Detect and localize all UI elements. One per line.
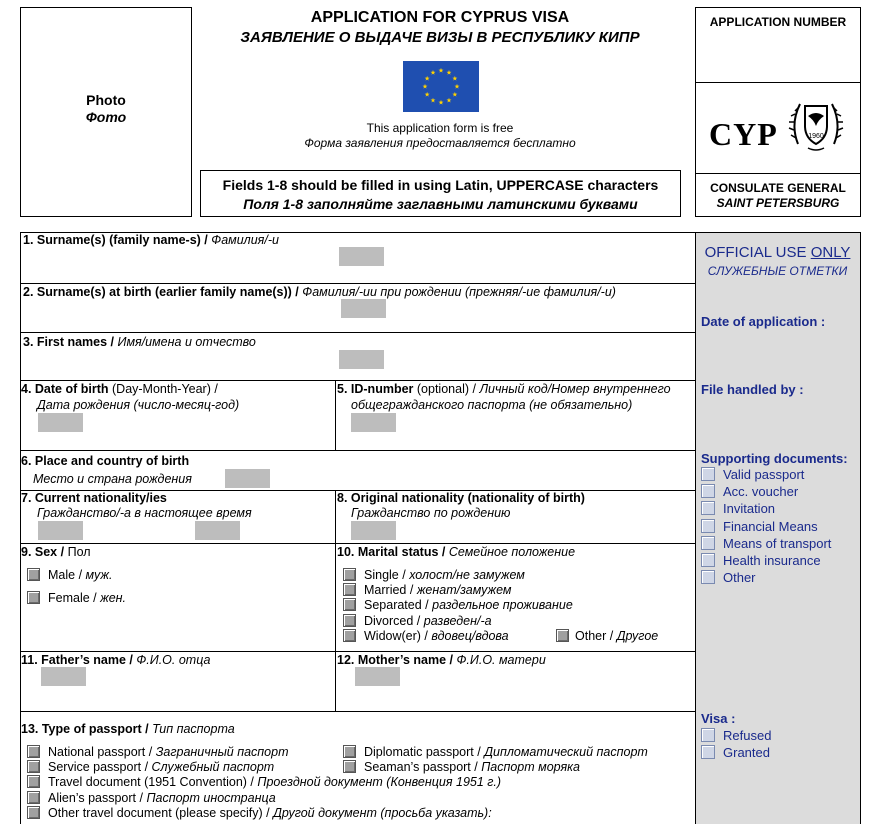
field-3-label-ru: Имя/имена и отчество	[117, 335, 256, 349]
marital-married-label: Married /	[364, 583, 414, 597]
marital-single-label-ru: холост/не замужем	[409, 568, 525, 582]
surname-input[interactable]	[339, 247, 384, 266]
marital-single-label: Single /	[364, 568, 406, 582]
field-9-label-en: 9. Sex /	[21, 545, 65, 559]
field-5-label-ru1: Личный код/Номер внутреннего	[479, 382, 671, 396]
passport-travel-checkbox[interactable]	[27, 775, 40, 788]
passport-other-option[interactable]	[27, 806, 492, 820]
id-number-input[interactable]	[351, 413, 396, 432]
original-nationality-input[interactable]	[351, 521, 396, 540]
field-3-label-en: 3. First names /	[23, 335, 115, 349]
visa-option-label: Granted	[723, 745, 770, 760]
field-11-label-ru: Ф.И.О. отца	[136, 653, 211, 667]
marital-divorced-label-ru: разведен/-а	[423, 614, 492, 628]
field-4-label-en: 4. Date of birth	[21, 382, 109, 396]
consulate-line-1: CONSULATE GENERAL	[710, 181, 846, 195]
doc-label: Financial Means	[723, 519, 818, 534]
marital-divorced-option[interactable]	[343, 614, 492, 628]
doc-label: Valid passport	[723, 467, 805, 482]
marital-separated-checkbox[interactable]	[343, 598, 356, 611]
field-4-label-en2: (Day-Month-Year) /	[112, 382, 218, 396]
surname-at-birth-input[interactable]	[341, 299, 386, 318]
passport-travel-label-ru: Проездной документ (Конвенция 1951 г.)	[257, 775, 502, 789]
passport-national-label: National passport /	[48, 745, 153, 759]
application-number-box	[695, 7, 861, 217]
application-number-label: APPLICATION NUMBER	[709, 15, 847, 29]
official-use-title	[696, 244, 859, 261]
form-title-ru: ЗАЯВЛЕНИЕ О ВЫДАЧЕ ВИЗЫ В РЕСПУБЛИКУ КИПР	[240, 29, 640, 46]
doc-checkbox[interactable]	[701, 519, 715, 533]
passport-national-label-ru: Заграничный паспорт	[155, 745, 289, 759]
doc-label: Acc. voucher	[723, 484, 799, 499]
passport-other-label: Other travel document (please specify) /	[48, 806, 270, 820]
marital-single-checkbox[interactable]	[343, 568, 356, 581]
doc-checkbox[interactable]	[701, 484, 715, 498]
eu-flag-icon	[403, 61, 479, 112]
latin-notice-en: Fields 1-8 should be filled in using Latin, UPPERCASE characters	[222, 177, 659, 193]
photo-label-ru: Фото	[85, 109, 127, 125]
sex-female-label: Female /	[48, 591, 97, 605]
field-5-label-ru2: общегражданского паспорта (не обязательно)	[351, 398, 633, 412]
passport-diplomatic-checkbox[interactable]	[343, 745, 356, 758]
field-4-label	[21, 382, 218, 396]
field-12-label-ru: Ф.И.О. матери	[456, 653, 546, 667]
sex-male-option[interactable]	[27, 568, 112, 582]
marital-widow-label: Widow(er) /	[364, 629, 428, 643]
sex-male-label: Male /	[48, 568, 83, 582]
field-8-label: 8. Original nationality (nationality of birth)	[337, 491, 585, 505]
photo-box	[20, 7, 192, 217]
field-11-label-en: 11. Father’s name /	[21, 653, 133, 667]
marital-other-checkbox[interactable]	[556, 629, 569, 642]
date-of-application-label: Date of application :	[701, 314, 826, 329]
passport-diplomatic-option[interactable]	[343, 745, 648, 759]
doc-checkbox[interactable]	[701, 536, 715, 550]
sex-male-label-ru: муж.	[85, 568, 113, 582]
passport-alien-checkbox[interactable]	[27, 791, 40, 804]
visa-granted[interactable]	[701, 745, 770, 760]
field-4-label-ru: Дата рождения (число-месяц-год)	[37, 398, 240, 412]
marital-widow-checkbox[interactable]	[343, 629, 356, 642]
doc-checkbox[interactable]	[701, 553, 715, 567]
marital-married-label-ru: женат/замужем	[416, 583, 512, 597]
sex-female-option[interactable]	[27, 591, 126, 605]
passport-national-checkbox[interactable]	[27, 745, 40, 758]
visa-option-label: Refused	[723, 728, 772, 743]
sex-male-checkbox[interactable]	[27, 568, 40, 581]
supporting-documents-label: Supporting documents:	[701, 451, 848, 466]
field-1-label	[23, 233, 279, 247]
passport-alien-label-ru: Паспорт иностранца	[146, 791, 276, 805]
field-6-label: 6. Place and country of birth	[21, 454, 190, 468]
field-10-label	[337, 545, 575, 559]
photo-label: Photo	[86, 92, 126, 108]
latin-notice-ru: Поля 1-8 заполняйте заглавными латинскими буквами	[243, 196, 638, 212]
official-use-title-a: OFFICIAL USE	[704, 244, 807, 261]
marital-other-label: Other /	[575, 629, 614, 643]
marital-separated-label: Separated /	[364, 598, 429, 612]
doc-invitation[interactable]	[701, 501, 775, 516]
visa-checkbox[interactable]	[701, 745, 715, 759]
doc-acc-voucher[interactable]	[701, 484, 798, 499]
passport-travel-label: Travel document (1951 Convention) /	[48, 775, 254, 789]
doc-label: Other	[723, 570, 756, 585]
marital-other-option[interactable]	[556, 629, 658, 643]
cyprus-seal-icon	[788, 94, 844, 152]
marital-widow-option[interactable]	[343, 629, 509, 643]
field-10-label-en: 10. Marital status /	[337, 545, 446, 559]
field-2-label	[23, 285, 616, 299]
doc-label: Health insurance	[723, 553, 821, 568]
passport-alien-label: Alien’s passport /	[48, 791, 143, 805]
passport-service-option[interactable]	[27, 760, 274, 774]
doc-checkbox[interactable]	[701, 570, 715, 584]
marital-separated-option[interactable]	[343, 598, 573, 612]
field-7-label-ru: Гражданство/-а в настоящее время	[37, 506, 252, 520]
mothers-name-input[interactable]	[355, 667, 400, 686]
field-13-label	[21, 722, 235, 736]
fathers-name-input[interactable]	[41, 667, 86, 686]
passport-seaman-option[interactable]	[343, 760, 580, 774]
field-13-label-ru: Тип паспорта	[152, 722, 235, 736]
passport-other-checkbox[interactable]	[27, 806, 40, 819]
field-10-label-ru: Семейное положение	[448, 545, 576, 559]
current-nationality-input-1[interactable]	[38, 521, 83, 540]
field-9-label-ru: Пол	[67, 545, 91, 559]
visa-checkbox[interactable]	[701, 728, 715, 742]
doc-label: Invitation	[723, 501, 776, 516]
passport-other-label-ru: Другой документ (просьба указать):	[273, 806, 492, 820]
visa-refused[interactable]	[701, 728, 771, 743]
marital-married-checkbox[interactable]	[343, 583, 356, 596]
seal-year: 1960	[808, 133, 824, 140]
sex-female-checkbox[interactable]	[27, 591, 40, 604]
official-use-title-ru: СЛУЖЕБНЫЕ ОТМЕТКИ	[707, 264, 848, 278]
field-1-label-en: 1. Surname(s) (family name-s) /	[23, 233, 208, 247]
field-6-label-ru: Место и страна рождения	[33, 472, 192, 486]
field-12-label-en: 12. Mother’s name /	[337, 653, 454, 667]
passport-seaman-label: Seaman’s passport /	[364, 760, 478, 774]
field-7-label: 7. Current nationality/ies	[21, 491, 167, 505]
field-1-label-ru: Фамилия/-и	[211, 233, 279, 247]
doc-valid-passport[interactable]	[701, 467, 804, 482]
free-note-ru: Форма заявления предоставляется бесплатно	[304, 136, 576, 150]
passport-diplomatic-label: Diplomatic passport /	[364, 745, 481, 759]
doc-checkbox[interactable]	[701, 467, 715, 481]
passport-diplomatic-label-ru: Дипломатический паспорт	[484, 745, 648, 759]
passport-seaman-checkbox[interactable]	[343, 760, 356, 773]
sex-female-label-ru: жен.	[100, 591, 127, 605]
field-9-label	[21, 545, 91, 559]
file-handled-label: File handled by :	[701, 382, 804, 397]
passport-travel-option[interactable]	[27, 775, 501, 789]
marital-divorced-label: Divorced /	[364, 614, 421, 628]
doc-health-insurance[interactable]	[701, 553, 821, 568]
field-8-label-ru: Гражданство по рождению	[351, 506, 511, 520]
visa-label: Visa :	[701, 711, 736, 726]
form-title: APPLICATION FOR CYPRUS VISA	[310, 9, 570, 26]
field-11-label	[21, 653, 210, 667]
passport-alien-option[interactable]	[27, 791, 276, 805]
doc-means-of-transport[interactable]	[701, 536, 831, 551]
field-12-label	[337, 653, 546, 667]
official-use-title-b: ONLY	[810, 244, 851, 261]
doc-checkbox[interactable]	[701, 501, 715, 515]
field-2-label-ru: Фамилия/-ии при рождении (прежняя/-ие фамилия/-и)	[302, 285, 616, 299]
consulate-line-2: SAINT PETERSBURG	[716, 196, 840, 210]
field-5-label-en: 5. ID-number	[337, 382, 414, 396]
doc-other[interactable]	[701, 570, 756, 585]
current-nationality-input-2[interactable]	[195, 521, 240, 540]
marital-separated-label-ru: раздельное проживание	[432, 598, 573, 612]
marital-widow-label-ru: вдовец/вдова	[431, 629, 509, 643]
passport-service-label-ru: Служебный паспорт	[151, 760, 275, 774]
field-3-label	[23, 335, 256, 349]
passport-service-label: Service passport /	[48, 760, 149, 774]
passport-national-option[interactable]	[27, 745, 289, 759]
place-of-birth-input[interactable]	[225, 469, 270, 488]
field-5-label	[337, 382, 671, 396]
passport-service-checkbox[interactable]	[27, 760, 40, 773]
marital-divorced-checkbox[interactable]	[343, 614, 356, 627]
free-note: This application form is free	[366, 121, 514, 135]
field-13-label-en: 13. Type of passport /	[21, 722, 149, 736]
doc-label: Means of transport	[723, 536, 832, 551]
date-of-birth-input[interactable]	[38, 413, 83, 432]
field-5-label-en2: (optional) /	[416, 382, 476, 396]
marital-single-option[interactable]	[343, 568, 525, 582]
marital-other-label-ru: Другое	[616, 629, 659, 643]
marital-married-option[interactable]	[343, 583, 512, 597]
doc-financial-means[interactable]	[701, 519, 818, 534]
official-use-panel	[695, 233, 860, 824]
passport-seaman-label-ru: Паспорт моряка	[481, 760, 581, 774]
latin-notice	[200, 170, 681, 217]
field-2-label-en: 2. Surname(s) at birth (earlier family name(s)) /	[23, 285, 299, 299]
cyp-code: CYP	[709, 116, 778, 152]
first-names-input[interactable]	[339, 350, 384, 369]
